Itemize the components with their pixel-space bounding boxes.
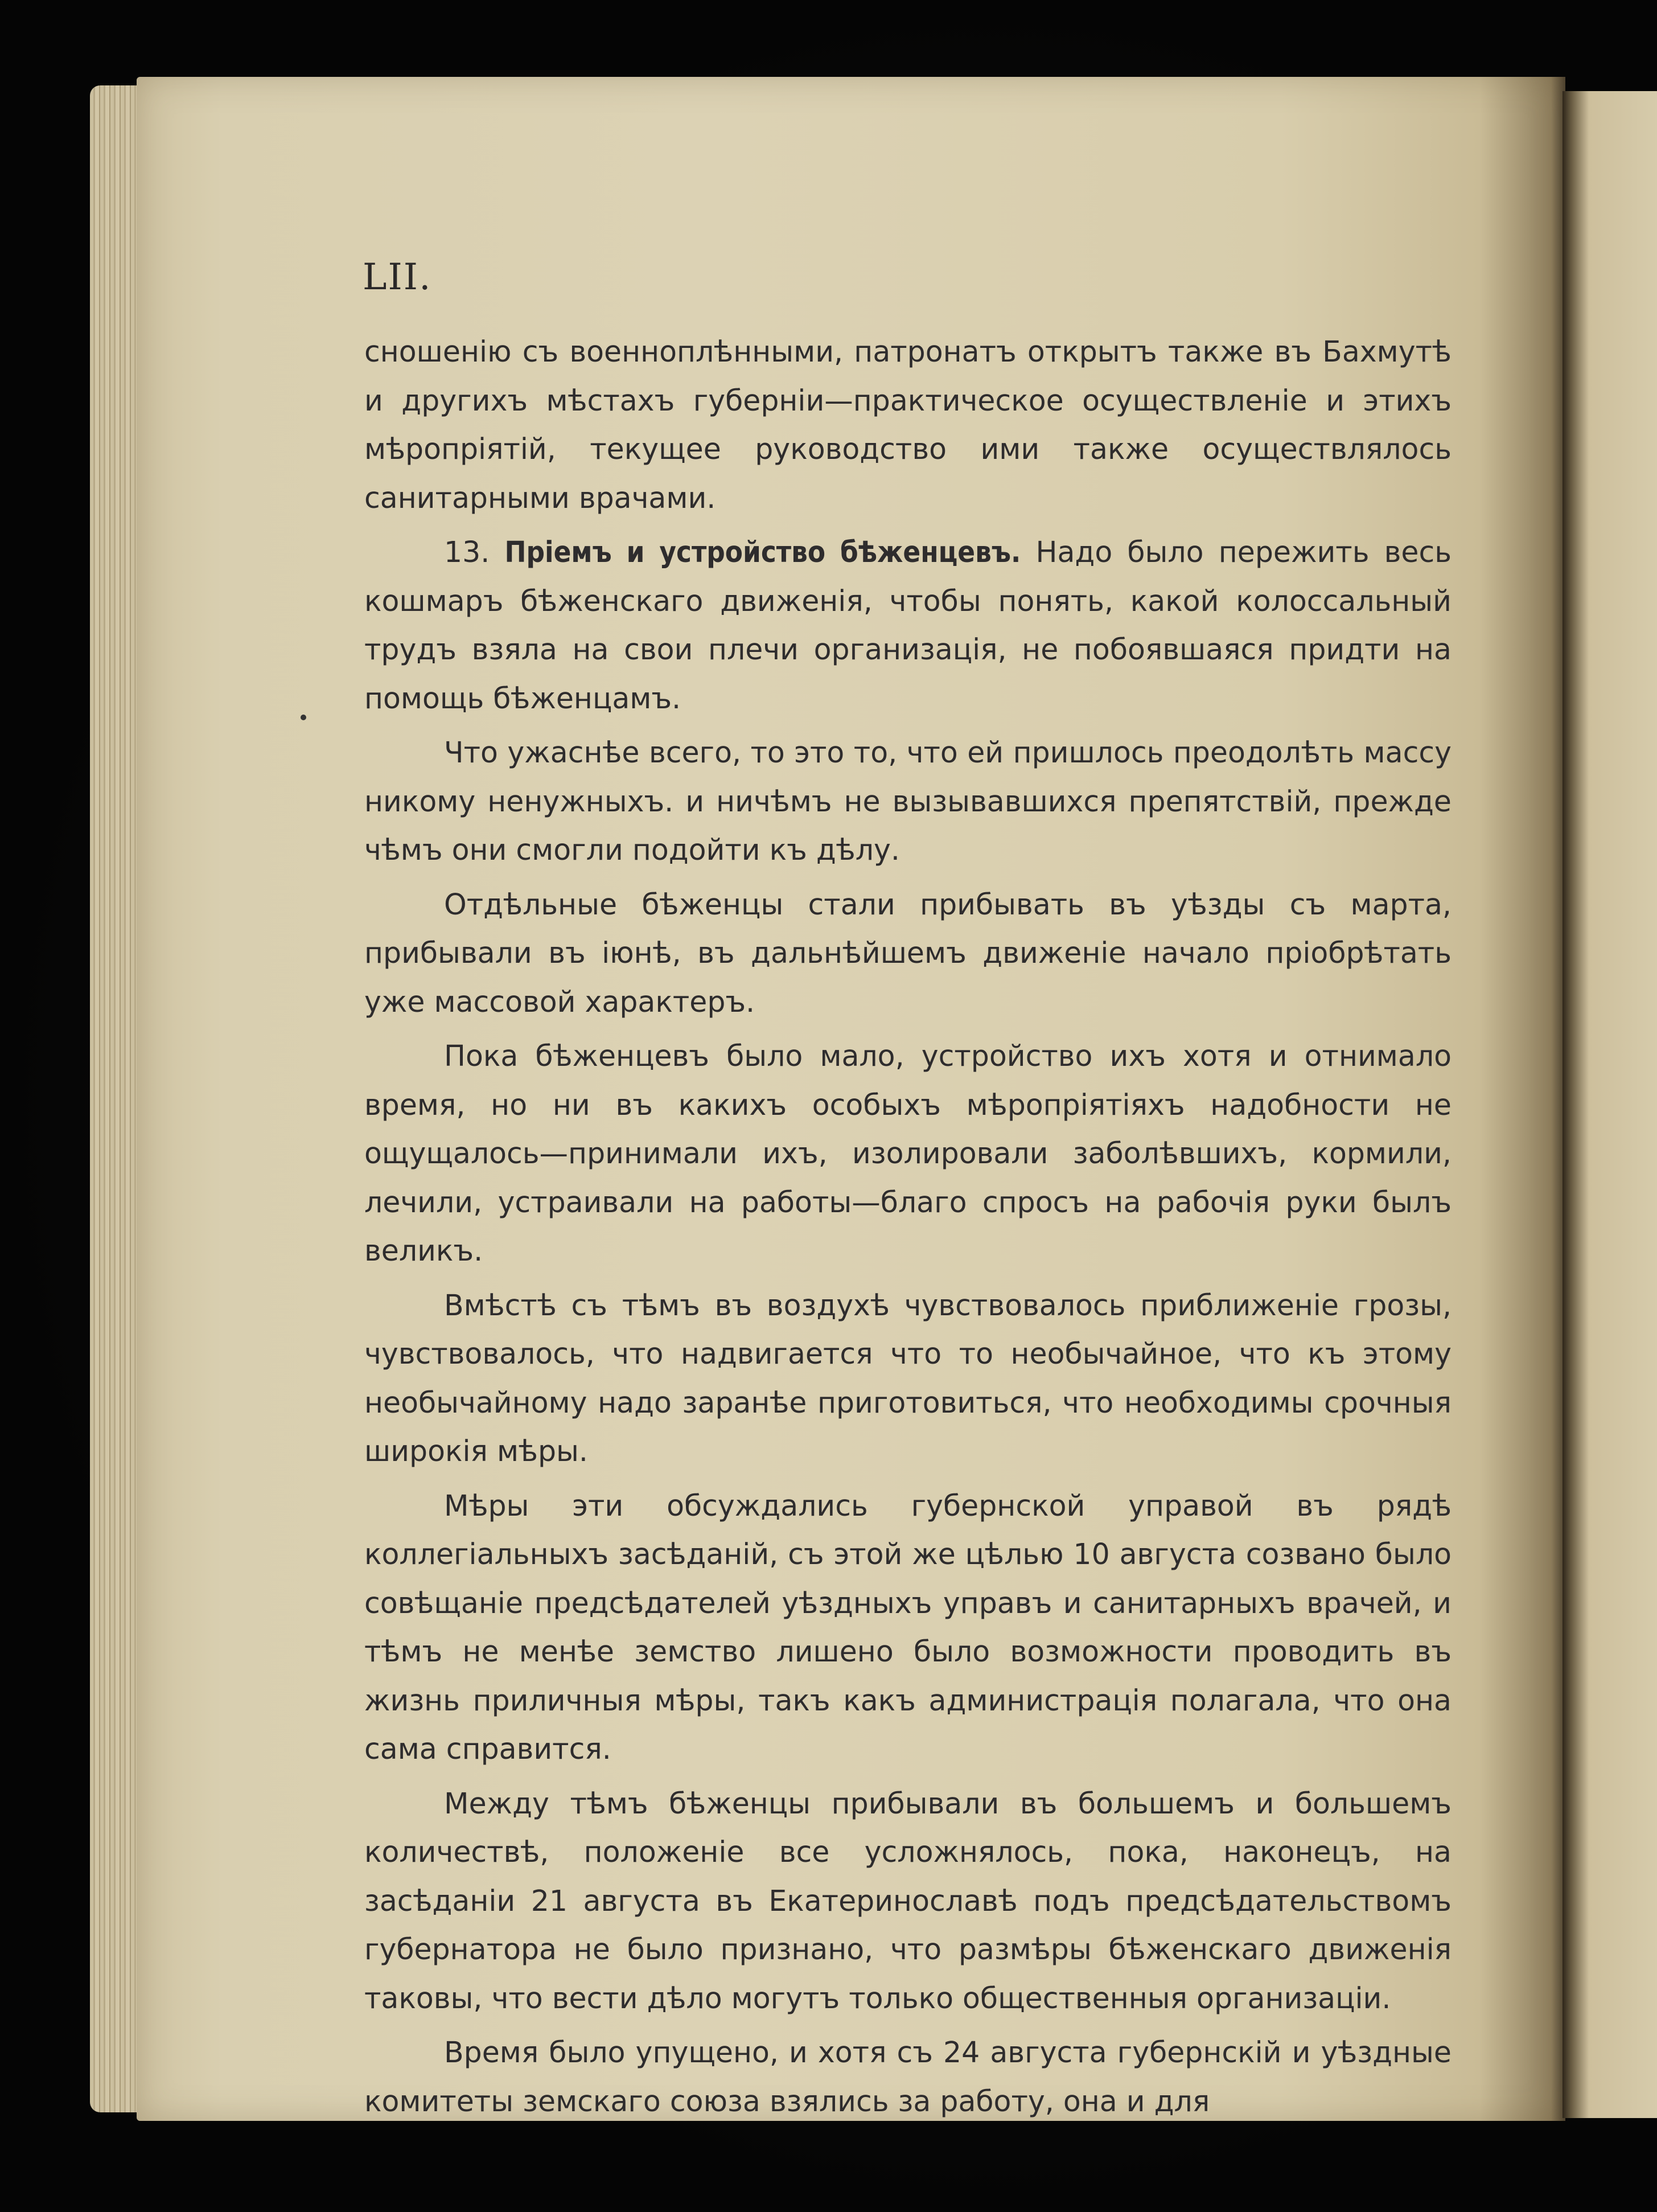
paragraph-continuation: сношенію съ военноплѣнными, патронатъ открытъ также въ Бахмутѣ и другихъ мѣстахъ губерніи—практическое осуществленіе и этихъ мѣропріятій, текущее руководство ими также осуществлялось санитарными врачами. bbox=[364, 335, 1452, 515]
section-text: Надо было пережить весь кошмаръ бѣженскаго движенія, чтобы понять, какой колоссальный трудъ взяла на свои плечи организація, не побоявшаяся придти на помощь бѣженцамъ. bbox=[364, 535, 1452, 715]
section-heading: Пріемъ и устройство бѣженцевъ. bbox=[504, 535, 1021, 569]
paragraph: Время было упущено, и хотя съ 24 августа губернскій и уѣздные комитеты земскаго союза взялись за работу, она и для bbox=[364, 2035, 1452, 2118]
page-number: LII. bbox=[363, 256, 432, 298]
paragraph-section-13 bbox=[364, 528, 1452, 723]
ink-spot bbox=[301, 715, 306, 720]
paragraph: Вмѣстѣ съ тѣмъ въ воздухѣ чувствовалось приближеніе грозы, чувствовалось, что надвигается что то необычайное, что къ этому необычайному надо заранѣе приготовиться, что необходимы срочныя широкія мѣры. bbox=[364, 1288, 1452, 1468]
section-number: 13. bbox=[444, 535, 490, 569]
paragraph: Отдѣльные бѣженцы стали прибывать въ уѣзды съ марта, прибывали въ іюнѣ, въ дальнѣйшемъ движеніе начало пріобрѣтать уже массовой характеръ. bbox=[364, 887, 1452, 1019]
facing-page-edge bbox=[1563, 91, 1657, 2118]
paragraph: Что ужаснѣе всего, то это то, что ей пришлось преодолѣть массу никому ненужныхъ. и ничѣмъ не вызывавшихся препятствій, прежде чѣмъ они смогли подойти къ дѣлу. bbox=[364, 736, 1452, 867]
page-body bbox=[364, 327, 1452, 2131]
paragraph: Между тѣмъ бѣженцы прибывали въ большемъ и большемъ количествѣ, положеніе все усложнялось, пока, наконецъ, на засѣданіи 21 августа въ Екатеринославѣ подъ предсѣдательствомъ губернатора не было признано, что размѣры бѣженскаго движенія таковы, что вести дѣло могутъ только общественныя организаціи. bbox=[364, 1786, 1452, 2015]
paragraph: Пока бѣженцевъ было мало, устройство ихъ хотя и отнимало время, но ни въ какихъ особыхъ мѣропріятіяхъ надобности не ощущалось—принимали ихъ, изолировали заболѣвшихъ, кормили, лечили, устраивали на работы—благо спросъ на рабочія руки былъ великъ. bbox=[364, 1039, 1452, 1267]
paragraph: Мѣры эти обсуждались губернской управой въ рядѣ коллегіальныхъ засѣданій, съ этой же цѣлью 10 августа созвано было совѣщаніе предсѣдателей уѣздныхъ управъ и санитарныхъ врачей, и тѣмъ не менѣе земство лишено было возможности проводить въ жизнь приличныя мѣры, такъ какъ администрація полагала, что она сама справится. bbox=[364, 1488, 1452, 1766]
